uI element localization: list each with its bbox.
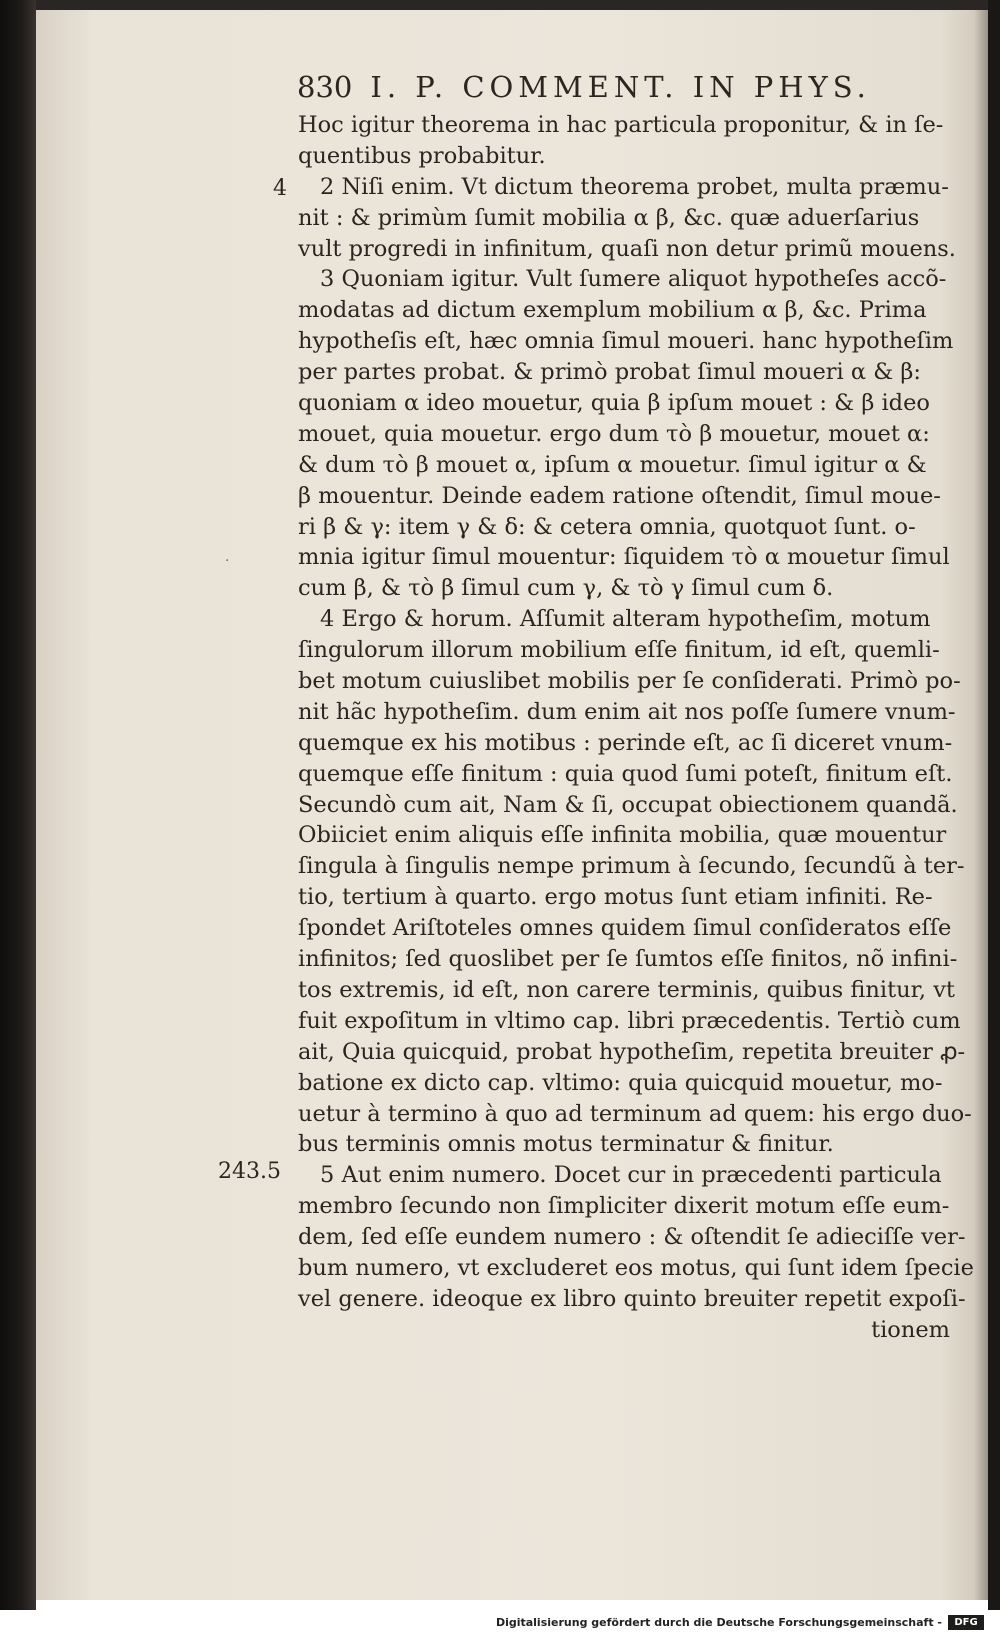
page-number: 830 <box>297 70 353 104</box>
text-line: 3 Quoniam igitur. Vult ſumere aliquot hypotheſes accõ- <box>320 266 947 293</box>
text-line: Hoc igitur theorema in hac particula proponitur, & in ſe- <box>298 112 944 138</box>
text-line: vult progredi in infinitum, quaſi non detur primũ mouens. <box>298 235 956 262</box>
text-line: vel genere. ideoque ex libro quinto breuiter repetit expoſi- <box>298 1285 966 1312</box>
text-line: tionem <box>871 1316 950 1343</box>
text-line: hypotheſis eſt, hæc omnia ſimul moueri. hanc hypotheſim <box>298 328 954 355</box>
text-line: per partes probat. & primò probat ſimul moueri α & β: <box>298 359 922 386</box>
text-line: dem, ſed eſſe eundem numero : & oſtendit ſe adieciſſe ver- <box>298 1224 966 1251</box>
scan-edge-top <box>0 0 1000 10</box>
text-line: Obiiciet enim aliquis eſſe infinita mobilia, quæ mouentur <box>298 822 947 849</box>
text-line: uetur à termino à quo ad terminum ad quem: his ergo duo- <box>298 1100 972 1127</box>
text-line: quoniam α ideo mouetur, quia β ipſum mouet : & β ideo <box>298 390 930 417</box>
page-edge-shadow <box>974 10 988 1600</box>
digitization-credit: Digitalisierung gefördert durch die Deutsche Forschungsgemeinschaft - <box>495 1616 942 1629</box>
body-text <box>298 110 974 1346</box>
text-line: ait, Quia quicquid, probat hypotheſim, repetita breuiter ꝓ- <box>298 1038 966 1065</box>
margin-note-2435: 243.5 <box>218 1159 281 1184</box>
text-line: ri β & γ: item γ & δ: & cetera omnia, quotquot ſunt. o- <box>298 513 916 540</box>
text-line: mnia igitur ſimul mouentur: ſiquidem τὸ α mouetur ſimul <box>298 544 950 571</box>
text-line: bet motum cuiuslibet mobilis per ſe conſiderati. Primò po- <box>298 668 961 695</box>
text-line: bus terminis omnis motus terminatur & finitur. <box>298 1131 834 1158</box>
text-line: membro ſecundo non ſimpliciter dixerit motum eſſe eum- <box>298 1193 950 1220</box>
running-title: I. P. COMMENT. IN PHYS. <box>370 70 871 104</box>
text-line: modatas ad dictum exemplum mobilium α β, &c. Prima <box>298 297 927 324</box>
text-line: ſingulorum illorum mobilium eſſe finitum, id eſt, quemli- <box>298 637 940 664</box>
text-line: ſingula à ſingulis nempe primum à ſecundo, ſecundũ à ter- <box>298 853 965 880</box>
text-line: tos extremis, id eſt, non carere terminis, quibus finitur, vt <box>298 976 955 1003</box>
footer-bar <box>0 1610 1000 1638</box>
margin-note-4: 4 <box>273 176 287 201</box>
text-line: infinitos; ſed quoslibet per ſe ſumtos eſſe finitos, nõ infini- <box>298 946 958 973</box>
text-line: quemque eſſe finitum : quia quod ſumi poteſt, finitum eſt. <box>298 760 953 787</box>
text-line: bum numero, vt excluderet eos motus, qui ſunt idem ſpecie <box>298 1254 974 1281</box>
text-line: fuit expoſitum in vltimo cap. libri præcedentis. Tertiò cum <box>298 1007 961 1034</box>
text-line: β mouentur. Deinde eadem ratione oſtendit, ſimul moue- <box>298 482 941 509</box>
text-line: tio, tertium à quarto. ergo motus ſunt etiam infiniti. Re- <box>298 884 933 911</box>
dfg-logo: DFG <box>948 1615 984 1630</box>
text-line: 4 Ergo & horum. Aſſumit alteram hypotheſim, motum <box>320 606 931 633</box>
text-line: batione ex dicto cap. vltimo: quia quicquid mouetur, mo- <box>298 1069 943 1096</box>
running-header <box>297 70 957 110</box>
text-line: Secundò cum ait, Nam & ſi, occupat obiectionem quandã. <box>298 791 958 818</box>
text-line: ſpondet Ariſtoteles omnes quidem ſimul conſideratos eſſe <box>298 915 952 942</box>
text-line: cum β, & τὸ β ſimul cum γ, & τὸ γ ſimul cum δ. <box>298 575 834 602</box>
book-gutter-shadow <box>0 0 36 1610</box>
stray-mark: · <box>225 553 230 569</box>
text-line: nit hãc hypotheſim. dum enim ait nos poſſe ſumere vnum- <box>298 698 956 725</box>
text-line: 2 Niſi enim. Vt dictum theorema probet, multa præmu- <box>320 173 949 200</box>
text-line: quentibus probabitur. <box>298 142 546 169</box>
text-line: 5 Aut enim numero. Docet cur in præcedenti particula <box>320 1162 942 1189</box>
text-line: mouet, quia mouetur. ergo dum τὸ β mouetur, mouet α: <box>298 420 930 447</box>
text-line: & dum τὸ β mouet α, ipſum α mouetur. ſimul igitur α & <box>298 451 927 478</box>
text-line: quemque ex his motibus : perinde eſt, ac ſi diceret vnum- <box>298 729 953 756</box>
text-line: nit : & primùm ſumit mobilia α β, &c. quæ aduerſarius <box>298 204 920 231</box>
scan-edge-right <box>988 0 1000 1610</box>
